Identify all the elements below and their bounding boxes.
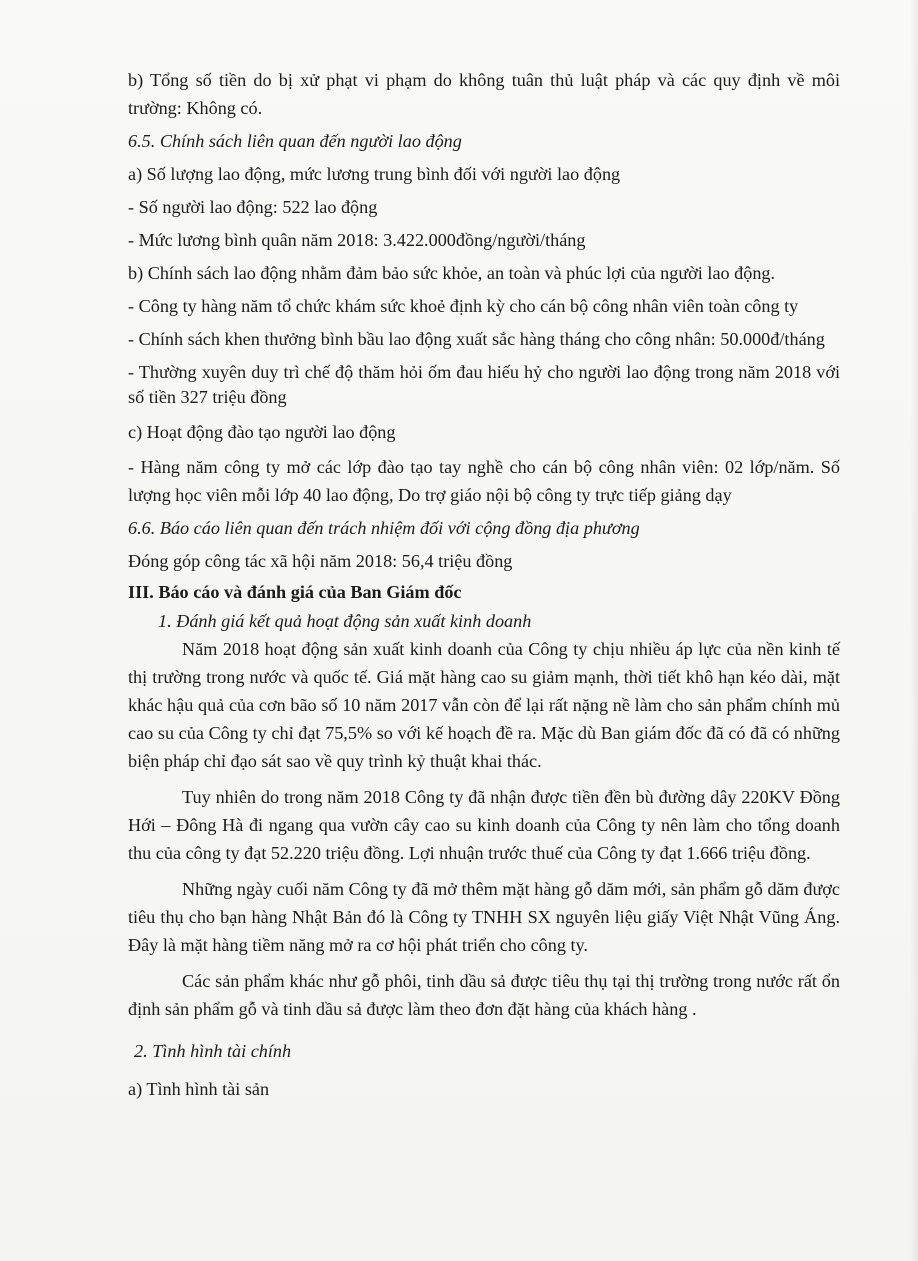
bullet-rewards: - Chính sách khen thưởng bình bầu lao động xuất sắc hàng tháng cho công nhân: 50.000đ/tháng <box>128 329 825 349</box>
bullet-health-check: - Công ty hàng năm tổ chức khám sức khoẻ định kỳ cho cán bộ công nhân viên toàn công ty <box>128 296 799 316</box>
paragraph-woodchip: Những ngày cuối năm Công ty đã mở thêm mặt hàng gỗ dăm mới, sản phẩm gỗ dăm được tiêu thụ cho bạn hàng Nhật Bản đó là Công ty TNHH SX nguyên liệu giấy Việt Nhật Vũng Áng. Đây là mặt hàng tiềm năng mở ra cơ hội phát triển cho công ty. <box>128 879 840 955</box>
paragraph-other-products: Các sản phẩm khác như gỗ phôi, tinh dầu sả được tiêu thụ tại thị trường trong nước rất ổn định sản phẩm gỗ và tinh dầu sả được làm theo đơn đặt hàng của khách hàng . <box>128 971 840 1019</box>
section-heading-6-5: 6.5. Chính sách liên quan đến người lao động <box>128 131 462 151</box>
section-heading-6-6: 6.6. Báo cáo liên quan đến trách nhiệm đối với cộng đồng địa phương <box>128 518 640 538</box>
subheading-labor-count: a) Số lượng lao động, mức lương trung bình đối với người lao động <box>128 164 621 184</box>
bullet-workers: - Số người lao động: 522 lao động <box>128 197 378 217</box>
paragraph-compensation: Tuy nhiên do trong năm 2018 Công ty đã nhận được tiền đền bù đường dây 220KV Đồng Hới – Đông Hà đi ngang qua vườn cây cao su kinh doanh của Công ty nên làm cho tổng doanh thu của công ty đạt 52.220 triệu đồng. Lợi nhuận trước thuế của Công ty đạt 1.666 triệu đồng. <box>128 787 840 863</box>
bullet-training-classes: - Hàng năm công ty mở các lớp đào tạo tay nghề cho cán bộ công nhân viên: 02 lớp/năm. Số lượng học viên mỗi lớp 40 lao động, Do trợ giáo nội bộ công ty trực tiếp giảng dạy <box>128 457 840 505</box>
bullet-visits: - Thường xuyên duy trì chế độ thăm hỏi ốm đau hiếu hỷ cho người lao động trong năm 2018 với số tiền 327 triệu đồng <box>128 362 840 407</box>
paragraph-penalty: b) Tổng số tiền do bị xử phạt vi phạm do không tuân thủ luật pháp và các quy định về môi trường: Không có. <box>128 70 840 118</box>
section-heading-III: III. Báo cáo và đánh giá của Ban Giám đốc <box>128 582 462 602</box>
subheading-labor-policy: b) Chính sách lao động nhằm đảm bảo sức khỏe, an toàn và phúc lợi của người lao động. <box>128 263 776 283</box>
paragraph-performance: Năm 2018 hoạt động sản xuất kinh doanh của Công ty chịu nhiều áp lực của nền kinh tế thị trường trong nước và quốc tế. Giá mặt hàng cao su giảm mạnh, thời tiết khô hạn kéo dài, mặt khác hậu quả của cơn bão số 10 năm 2017 vẫn còn để lại rất nặng nề làm cho sản phẩm chính mủ cao su của Công ty chỉ đạt 75,5% so với kế hoạch đề ra. Mặc dù Ban giám đốc đã có đã có những biện pháp chỉ đạo sát sao về quy trình kỷ thuật khai thác. <box>128 639 840 771</box>
subheading-training: c) Hoạt động đào tạo người lao động <box>128 422 396 442</box>
section-heading-1: 1. Đánh giá kết quả hoạt động sản xuất kinh doanh <box>158 611 532 631</box>
page-edge-shadow <box>910 0 918 1261</box>
subheading-assets: a) Tình hình tài sản <box>128 1079 270 1099</box>
bullet-salary: - Mức lương bình quân năm 2018: 3.422.000đồng/người/tháng <box>128 230 586 250</box>
section-heading-2: 2. Tình hình tài chính <box>134 1041 292 1061</box>
paragraph-social-contribution: Đóng góp công tác xã hội năm 2018: 56,4 triệu đồng <box>128 551 513 571</box>
document-body <box>128 66 840 1103</box>
